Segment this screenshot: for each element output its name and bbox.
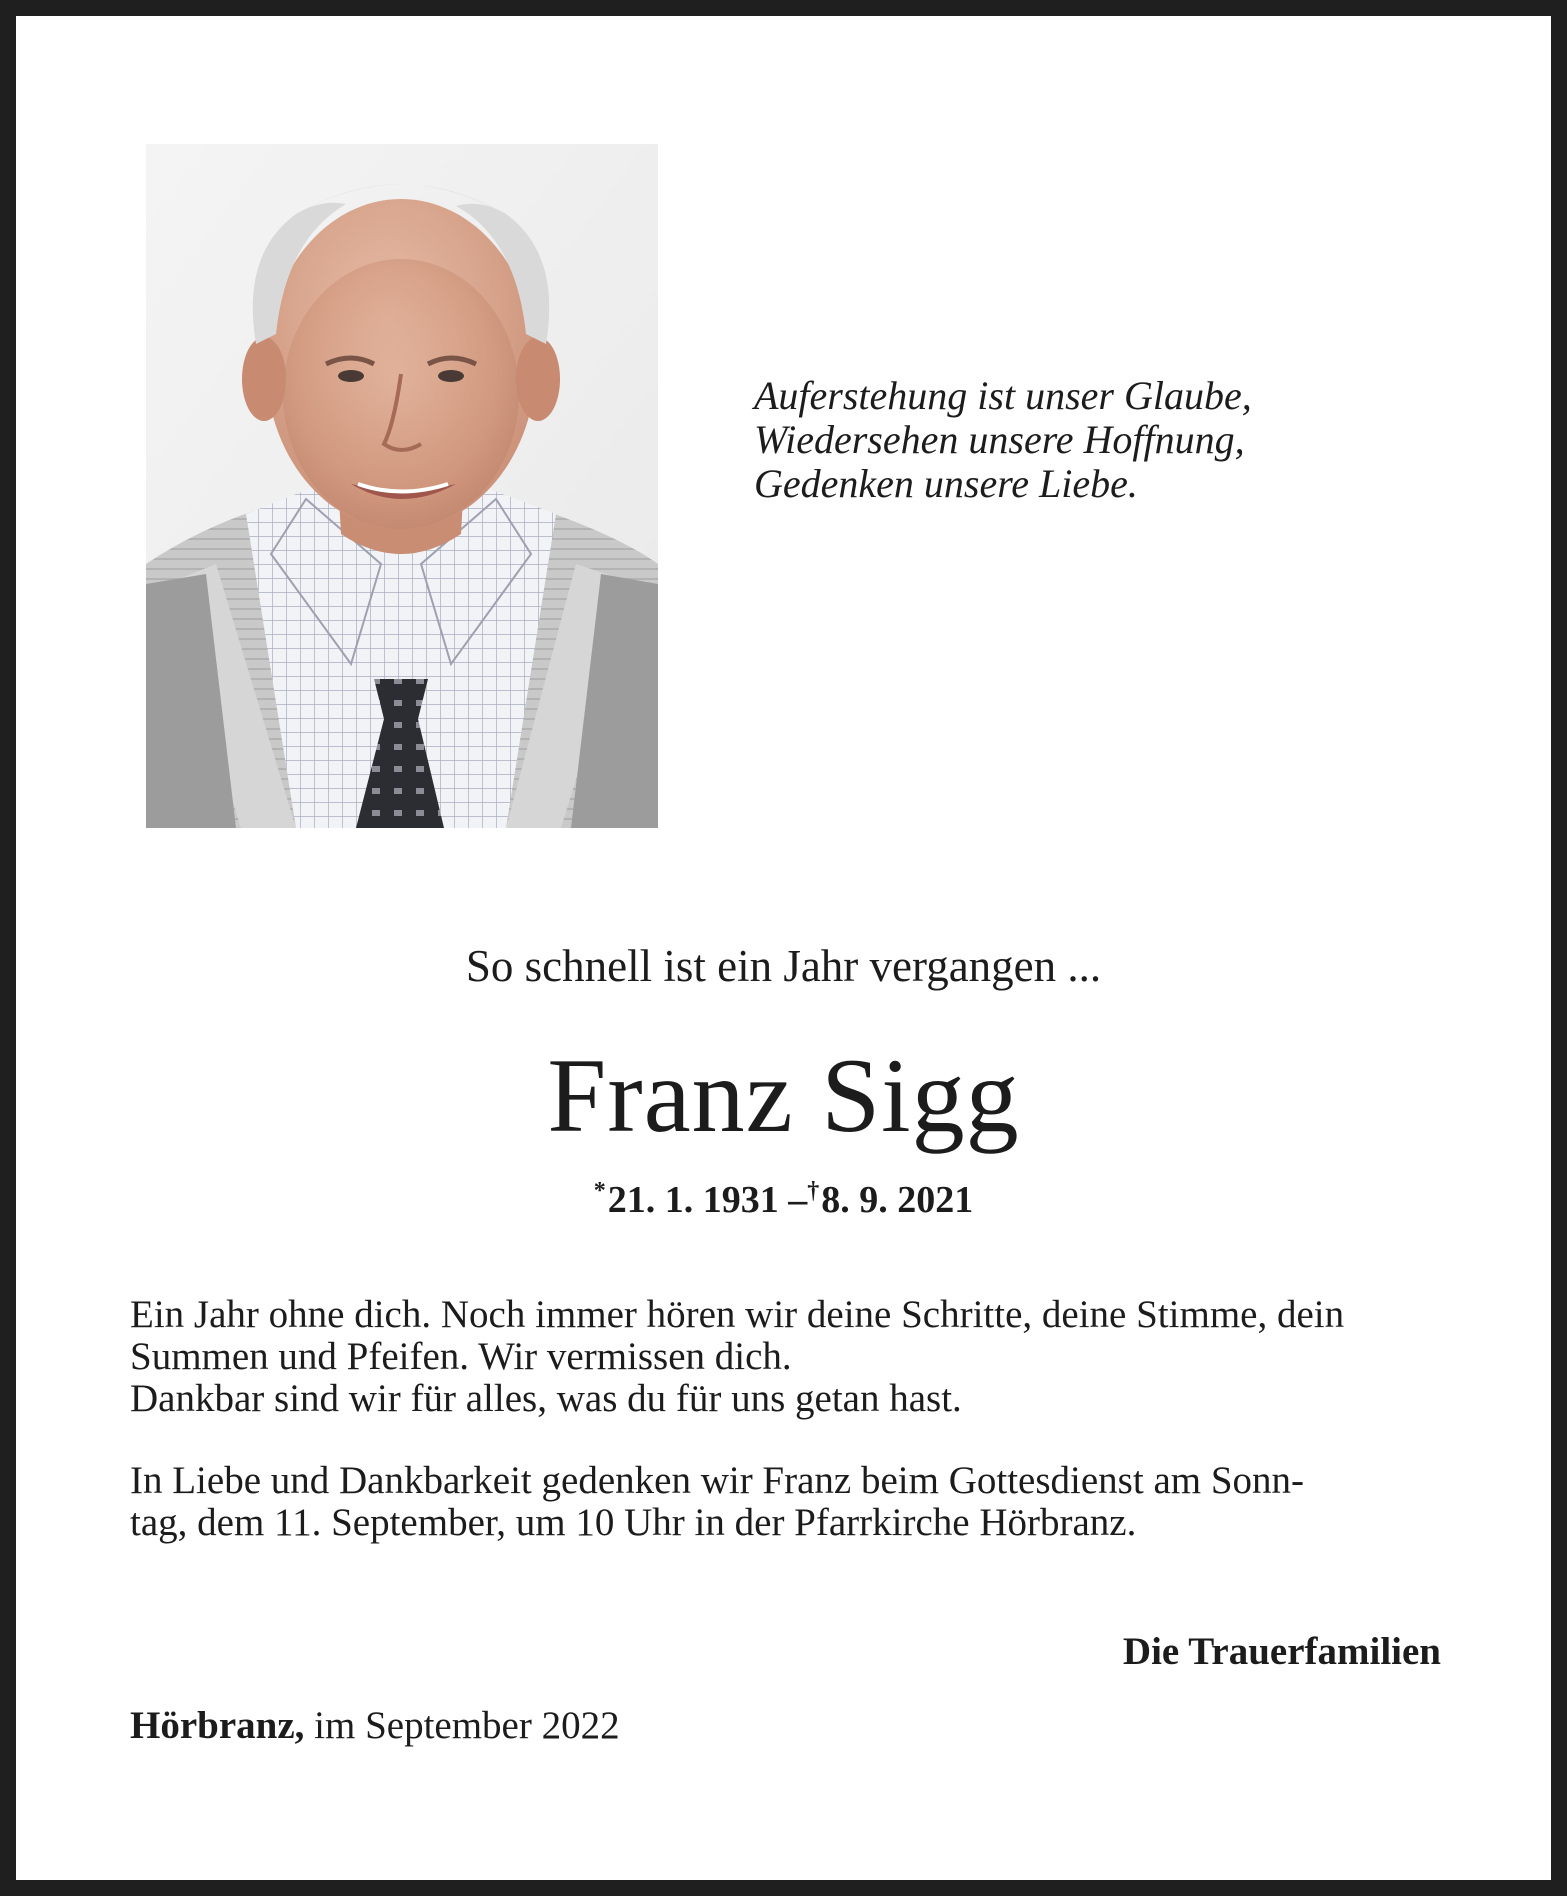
birth-symbol: * [593, 1178, 606, 1204]
death-symbol: † [807, 1178, 820, 1204]
signature: Die Trauerfamilien [1122, 1630, 1441, 1673]
epitaph-quote [754, 374, 1454, 506]
quote-line: Gedenken unsere Liebe. [754, 461, 1138, 506]
date-separator: – [788, 1179, 808, 1221]
body-line: In Liebe und Dankbarkeit gedenken wir Franz beim Gottesdienst am Sonn- [130, 1459, 1305, 1502]
intro-line: So schnell ist ein Jahr vergangen ... [465, 941, 1102, 991]
message-body [130, 1294, 1460, 1584]
quote-line: Wiedersehen unsere Hoffnung, [754, 417, 1245, 462]
life-dates [16, 1168, 1551, 1223]
obituary-notice [16, 16, 1551, 1880]
portrait-photo [146, 144, 658, 828]
body-line: Dankbar sind wir für alles, was du für uns getan hast. [130, 1377, 962, 1420]
body-line: Summen und Pfeifen. Wir vermissen dich. [130, 1335, 792, 1378]
quote-line: Auferstehung ist unser Glaube, [754, 373, 1252, 418]
place-town: Hörbranz, [130, 1704, 305, 1747]
paragraph-1 [130, 1294, 1460, 1420]
place-month: im September 2022 [314, 1704, 620, 1747]
birth-date: 21. 1. 1931 [607, 1179, 779, 1221]
place-date [130, 1704, 620, 1748]
death-date: 8. 9. 2021 [821, 1179, 974, 1221]
paragraph-2 [130, 1460, 1460, 1544]
body-line: tag, dem 11. September, um 10 Uhr in der Pfarrkirche Hörbranz. [130, 1501, 1137, 1544]
body-line: Ein Jahr ohne dich. Noch immer hören wir deine Schritte, deine Stimme, dein [130, 1293, 1345, 1336]
portrait-image [146, 144, 658, 828]
deceased-name: Franz Sigg [547, 1037, 1020, 1154]
